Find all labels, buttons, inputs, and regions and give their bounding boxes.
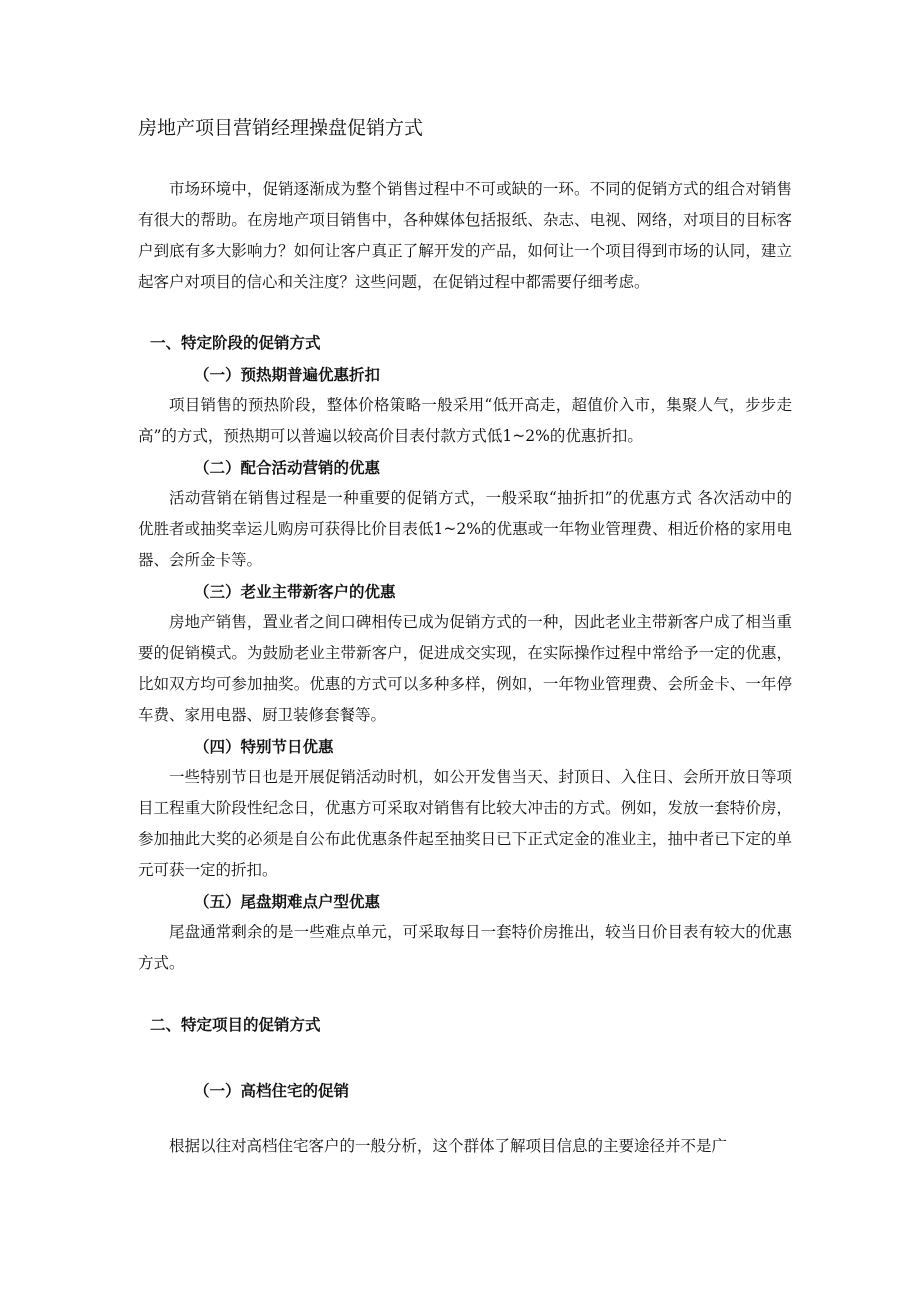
section-2-heading: 二、特定项目的促销方式	[150, 1016, 321, 1034]
section-1-item-4-heading: （四）特别节日优惠	[194, 737, 334, 756]
section-1-item-2-text: 活动营销在销售过程是一种重要的促销方式，一般采取“抽折扣”的优惠方式 各次活动中的优胜者或抽奖幸运儿购房可获得比价目表低1~2%的优惠或一年物业管理费、相近价格的家用电器、会所金卡等。	[138, 489, 792, 569]
section-1-item-3-heading: （三）老业主带新客户的优惠	[194, 582, 396, 601]
section-1-item-3-text: 房地产销售，置业者之间口碑相传已成为促销方式的一种，因此老业主带新客户成了相当重要的促销模式。为鼓励老业主带新客户，促进成交实现，在实际操作过程中常给予一定的优惠，比如双方均可参加抽奖。优惠的方式可以多种多样，例如，一年物业管理费、会所金卡、一年停车费、家用电器、厨卫装修套餐等。	[138, 613, 792, 724]
document-title: 房地产项目营销经理操盘促销方式	[138, 117, 424, 139]
section-1-heading: 一、特定阶段的促销方式	[150, 334, 321, 352]
section-1-item-5-heading: （五）尾盘期难点户型优惠	[194, 892, 381, 911]
section-2-item-1-text: 根据以往对高档住宅客户的一般分析，这个群体了解项目信息的主要途径并不是广	[169, 1137, 728, 1155]
section-1-item-1-text: 项目销售的预热阶段，整体价格策略一般采用“低开高走，超值价入市，集聚人气，步步走高”的方式，预热期可以普遍以较高价目表付款方式低1~2%的优惠折扣。	[138, 396, 792, 445]
section-2-item-1-heading: （一）高档住宅的促销	[194, 1081, 350, 1100]
section-1-item-1-heading: （一）预热期普遍优惠折扣	[194, 365, 381, 384]
section-1-item-4-text: 一些特别节日也是开展促销活动时机，如公开发售当天、封顶日、入住日、会所开放日等项目工程重大阶段性纪念日，优惠方可采取对销售有比较大冲击的方式。例如，发放一套特价房，参加抽此大奖的必须是自公布此优惠条件起至抽奖日已下正式定金的准业主，抽中者已下定的单元可获一定的折扣。	[138, 768, 792, 879]
section-1-item-2-heading: （二）配合活动营销的优惠	[194, 458, 381, 477]
intro-paragraph: 市场环境中，促销逐渐成为整个销售过程中不可或缺的一环。不同的促销方式的组合对销售有很大的帮助。在房地产项目销售中，各种媒体包括报纸、杂志、电视、网络，对项目的目标客户到底有多大影响力？如何让客户真正了解开发的产品，如何让一个项目得到市场的认同，建立起客户对项目的信心和关注度？这些问题，在促销过程中都需要仔细考虑。	[138, 180, 792, 291]
section-1-item-5-text: 尾盘通常剩余的是一些难点单元，可采取每日一套特价房推出，较当日价目表有较大的优惠方式。	[138, 923, 792, 972]
